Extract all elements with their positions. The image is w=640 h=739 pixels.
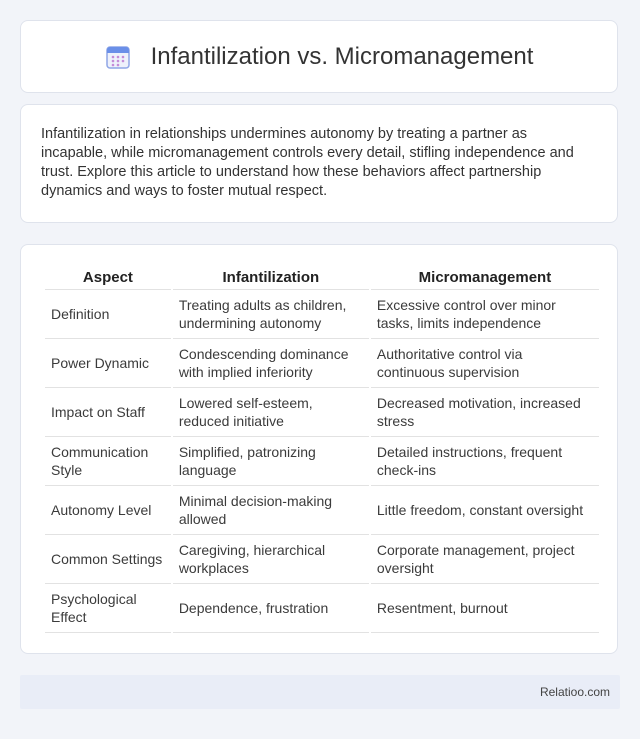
header-aspect: Aspect xyxy=(45,265,171,290)
aspect-cell: Common Settings xyxy=(45,535,171,584)
intro-text: Infantilization in relationships undermines autonomy by treating a partner as incapable, while micromanagement controls every detail, stifling independence and trust. Explore this article to understand how these behaviors affect partnership dynamics and ways to foster mutual respect. xyxy=(41,126,574,199)
header-infantilization: Infantilization xyxy=(173,265,369,290)
aspect-cell: Communication Style xyxy=(45,437,171,486)
infantilization-cell: Condescending dominance with implied inferiority xyxy=(173,339,369,388)
infantilization-cell: Simplified, patronizing language xyxy=(173,437,369,486)
aspect-cell: Power Dynamic xyxy=(45,339,171,388)
table-row xyxy=(45,388,599,437)
table-row xyxy=(45,290,599,339)
micromanagement-cell: Decreased motivation, increased stress xyxy=(371,388,599,437)
intro-card xyxy=(20,104,618,223)
micromanagement-cell: Authoritative control via continuous supervision xyxy=(371,339,599,388)
micromanagement-cell: Little freedom, constant oversight xyxy=(371,486,599,535)
comparison-table-card xyxy=(20,244,618,654)
micromanagement-cell: Resentment, burnout xyxy=(371,584,599,633)
table-row xyxy=(45,437,599,486)
comparison-table xyxy=(43,265,601,633)
infantilization-cell: Dependence, frustration xyxy=(173,584,369,633)
header-micromanagement: Micromanagement xyxy=(371,265,599,290)
table-header-row xyxy=(45,265,599,290)
calendar-icon xyxy=(105,44,131,70)
infantilization-cell: Lowered self-esteem, reduced initiative xyxy=(173,388,369,437)
infantilization-cell: Caregiving, hierarchical workplaces xyxy=(173,535,369,584)
footer-site-link[interactable]: Relatioo.com xyxy=(539,685,610,699)
table-row xyxy=(45,535,599,584)
aspect-cell: Autonomy Level xyxy=(45,486,171,535)
table-row xyxy=(45,584,599,633)
micromanagement-cell: Excessive control over minor tasks, limits independence xyxy=(371,290,599,339)
micromanagement-cell: Detailed instructions, frequent check-ins xyxy=(371,437,599,486)
page-title: Infantilization vs. Micromanagement xyxy=(150,42,534,70)
micromanagement-cell: Corporate management, project oversight xyxy=(371,535,599,584)
footer xyxy=(20,675,620,709)
title-card xyxy=(20,20,618,93)
infantilization-cell: Treating adults as children, undermining autonomy xyxy=(173,290,369,339)
aspect-cell: Impact on Staff xyxy=(45,388,171,437)
table-row xyxy=(45,486,599,535)
aspect-cell: Psychological Effect xyxy=(45,584,171,633)
table-row xyxy=(45,339,599,388)
infantilization-cell: Minimal decision-making allowed xyxy=(173,486,369,535)
aspect-cell: Definition xyxy=(45,290,171,339)
